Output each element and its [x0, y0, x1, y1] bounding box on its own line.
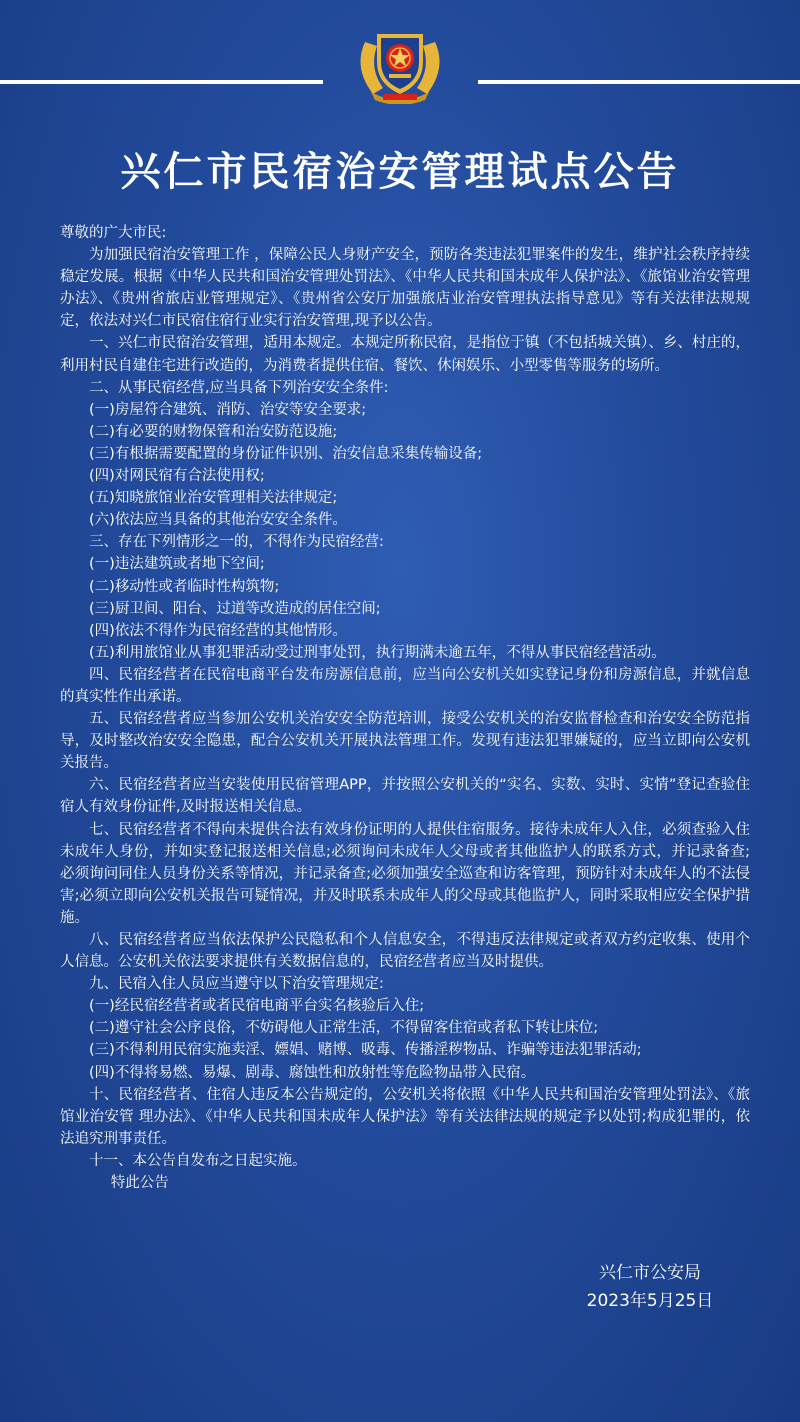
paragraph: 八、民宿经营者应当依法保护公民隐私和个人信息安全，不得违反法律规定或者双方约定收集、使用个人信息。公安机关依法要求提供有关数据信息的，民宿经营者应当及时提供。 — [60, 932, 750, 971]
paragraph: (四)不得将易燃、易爆、剧毒、腐蚀性和放射性等危险物品带入民宿。 — [89, 1064, 536, 1081]
notice-body — [60, 222, 750, 1194]
paragraph: (三)有根据需要配置的身份证件识别、治安信息采集传输设备; — [89, 445, 483, 462]
paragraph-list — [60, 244, 750, 1194]
paragraph: (五)利用旅馆业从事犯罪活动受过刑事处罚，执行期满未逾五年，不得从事民宿经营活动。 — [89, 644, 666, 661]
paragraph: 三、存在下列情形之一的，不得作为民宿经营: — [89, 534, 384, 551]
paragraph: (五)知晓旅馆业治安管理相关法律规定; — [89, 490, 338, 507]
paragraph: 九、民宿入住人员应当遵守以下治安管理规定: — [89, 976, 384, 993]
police-emblem-icon — [343, 28, 457, 104]
paragraph: 十、民宿经营者、住宿人违反本公告规定的，公安机关将依照《中华人民共和国治安管理处罚法》、《旅馆业治安管 理办法》、《中华人民共和国未成年人保护法》等有关法律法规的规定予以处罚;构成犯罪的，依法追究刑事责任。 — [60, 1086, 750, 1147]
paragraph: (四)对网民宿有合法使用权; — [89, 468, 265, 485]
paragraph: (三)不得利用民宿实施卖淫、嫖娼、赌博、吸毒、传播淫秽物品、诈骗等违法犯罪活动; — [89, 1042, 642, 1059]
paragraph: (一)房屋符合建筑、消防、治安等安全要求; — [89, 401, 367, 418]
paragraph: 特此公告 — [110, 1175, 169, 1192]
paragraph: 二、从事民宿经营,应当具备下列治安安全条件: — [89, 379, 389, 396]
header-rule-right — [478, 80, 800, 84]
page-title: 兴仁市民宿治安管理试点公告 — [120, 148, 680, 195]
issue-date: 2023年5月25日 — [586, 1291, 714, 1311]
paragraph: 六、民宿经营者应当安装使用民宿管理APP，并按照公安机关的“实名、实数、实时、实情”登记查验住宿人有效身份证件,及时报送相关信息。 — [60, 777, 750, 816]
paragraph: (二)有必要的财物保管和治安防范设施; — [89, 423, 338, 440]
paragraph: 十一、本公告自发布之日起实施。 — [89, 1152, 307, 1169]
issuer-name: 兴仁市公安局 — [599, 1263, 701, 1283]
header-decoration — [0, 28, 800, 108]
paragraph: (一)违法建筑或者地下空间; — [89, 556, 265, 573]
paragraph: (二)遵守社会公序良俗，不妨碍他人正常生活，不得留客住宿或者私下转让床位; — [89, 1020, 599, 1037]
salutation: 尊敬的广大市民: — [60, 225, 167, 241]
paragraph: 四、民宿经营者在民宿电商平台发布房源信息前，应当向公安机关如实登记身份和房源信息，并就信息的真实性作出承诺。 — [60, 666, 750, 705]
paragraph: (四)依法不得作为民宿经营的其他情形。 — [89, 622, 347, 639]
paragraph: 一、兴仁市民宿治安管理，适用本规定。本规定所称民宿，是指位于镇（不包括城关镇）、乡、村庄的，利用村民自建住宅进行改造的，为消费者提供住宿、餐饮、休闲娱乐、小型零售等服务的场所。 — [60, 335, 750, 374]
paragraph: (三)厨卫间、阳台、过道等改造成的居住空间; — [89, 600, 381, 617]
paragraph: (二)移动性或者临时性构筑物; — [89, 578, 280, 595]
paragraph: 为加强民宿治安管理工作 ，保障公民人身财产安全，预防各类违法犯罪案件的发生，维护社会秩序持续稳定发展。根据《中华人民共和国治安管理处罚法》、《中华人民共和国未成年人保护法》、《旅馆业治安管理办法》、《贵州省旅店业管理规定》、《贵州省公安厅加强旅店业治安管理执法指导意见》等有关法律法规规定，依法对兴仁市民宿住宿行业实行治安管理,现予以公告。 — [60, 247, 750, 330]
header-rule-left — [0, 80, 323, 84]
paragraph: (六)依法应当具备的其他治安安全条件。 — [89, 512, 347, 529]
paragraph: 七、民宿经营者不得向未提供合法有效身份证明的人提供住宿服务。接待未成年人入住，必须查验入住未成年人身份，并如实登记报送相关信息;必须询问未成年人父母或者其他监护人的联系方式，并记录备查;必须询问同住人员身份关系等情况，并记录备查;必须加强安全巡查和访客管理，预防针对未成年人的不法侵害;必须立即向公安机关报告可疑情况，并及时联系未成年人的父母或其他监护人，同时采取相应安全保护措施。 — [60, 821, 750, 926]
paragraph: 五、民宿经营者应当参加公安机关治安安全防范培训，接受公安机关的治安监督检查和治安安全防范指导，及时整改治安安全隐患，配合公安机关开展执法管理工作。发现有违法犯罪嫌疑的，应当立即向公安机关报告。 — [60, 711, 750, 772]
paragraph: (一)经民宿经营者或者民宿电商平台实名核验后入住; — [89, 998, 425, 1015]
